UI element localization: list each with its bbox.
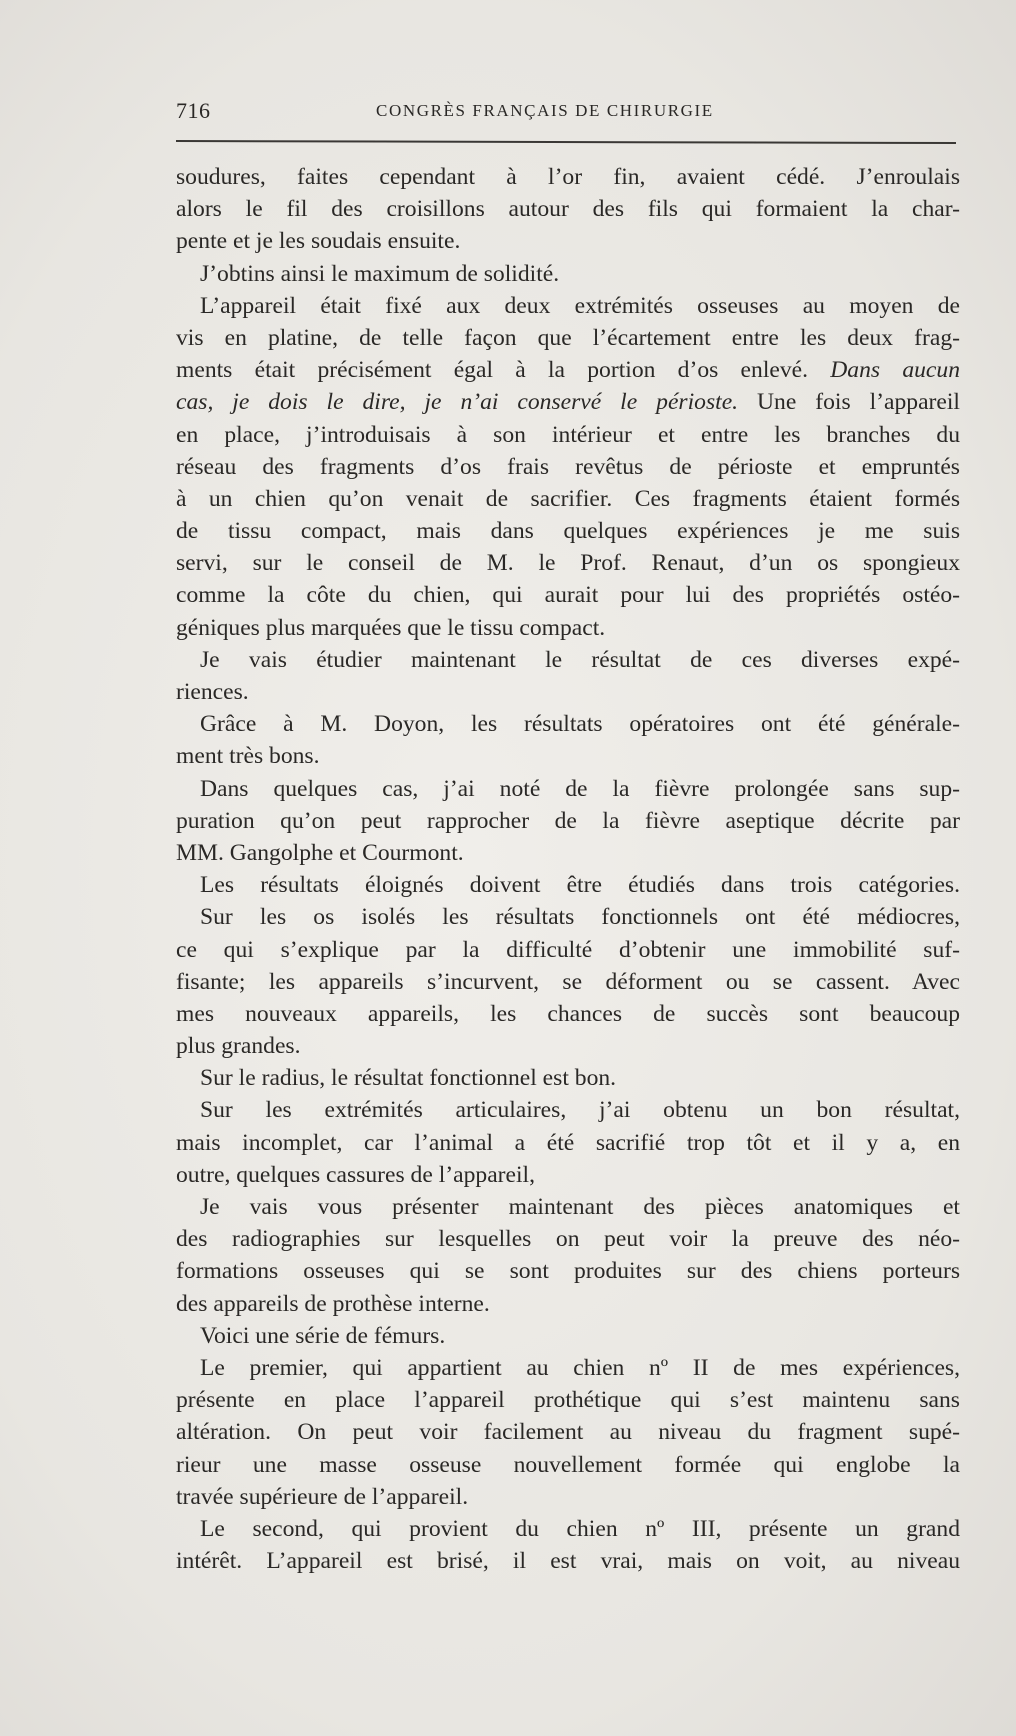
line-text: riences. (176, 679, 249, 705)
line-text: outre, quelques cassures de l’appareil, (176, 1161, 536, 1188)
text-line (176, 676, 960, 708)
text-line (176, 1223, 960, 1255)
line-text: Les résultats éloignés doivent être étudiés dans trois catégories. (200, 872, 960, 899)
body-text (176, 161, 960, 1577)
text-line (176, 161, 960, 193)
line-text: Dans quelques cas, j’ai noté de la fièvre prolongée sans sup- (200, 775, 960, 802)
italic-text: cas, je dois le dire, je n’ai conservé le périoste. (176, 389, 739, 416)
line-text: géniques plus marquées que le tissu compact. (176, 614, 606, 641)
text-line (176, 547, 960, 579)
line-text: Voici une série de fémurs. (200, 1322, 446, 1349)
text-line (176, 322, 960, 354)
text-line (176, 1030, 960, 1062)
text-line (176, 869, 960, 901)
text-line (176, 837, 960, 869)
text-line (176, 1191, 960, 1223)
line-text: ments était précisément égal à la portion d’os enlevé. (176, 357, 831, 384)
text-line (176, 1159, 960, 1191)
line-text: comme la côte du chien, qui aurait pour lui des propriétés ostéo- (176, 582, 960, 609)
line-text: J’obtins ainsi le maximum de solidité. (200, 260, 560, 287)
text-line (176, 483, 960, 515)
text-line (176, 998, 960, 1030)
line-text: intérêt. L’appareil est brisé, il est vrai, mais on voit, au niveau (176, 1548, 960, 1575)
text-line (176, 1352, 960, 1384)
line-text: présente en place l’appareil prothétique qui s’est maintenu sans (176, 1387, 960, 1414)
line-text: de tissu compact, mais dans quelques expériences je me suis (176, 518, 960, 545)
text-line (176, 1255, 960, 1287)
line-text: altération. On peut voir facilement au niveau du fragment supé- (176, 1419, 960, 1446)
line-text: Une fois l’appareil (738, 389, 960, 416)
line-text: puration qu’on peut rapprocher de la fièvre aseptique décrite par (176, 807, 960, 834)
line-text: servi, sur le conseil de M. le Prof. Renaut, d’un os spongieux (176, 550, 960, 577)
text-line (176, 1288, 960, 1320)
text-line (176, 419, 960, 451)
text-line (176, 354, 960, 386)
text-line (176, 644, 960, 676)
line-text: pente et je les soudais ensuite. (176, 228, 461, 255)
line-text: travée supérieure de l’appareil. (176, 1483, 469, 1510)
line-text: formations osseuses qui se sont produites sur des chiens porteurs (176, 1258, 960, 1285)
text-line (176, 740, 960, 772)
text-line (176, 805, 960, 837)
line-text: en place, j’introduisais à son intérieur et entre les branches du (176, 421, 960, 448)
page-header (176, 98, 954, 128)
text-line (176, 225, 960, 257)
text-line (176, 1320, 960, 1352)
line-text: ce qui s’explique par la difficulté d’obtenir une immobilité suf- (176, 936, 960, 963)
running-title: CONGRÈS FRANÇAIS DE CHIRURGIE (376, 101, 714, 120)
line-text: Sur le radius, le résultat fonctionnel est bon. (200, 1065, 617, 1092)
text-line (176, 966, 960, 998)
line-text: Grâce à M. Doyon, les résultats opératoires ont été générale- (200, 711, 960, 738)
line-text: alors le fil des croisillons autour des fils qui formaient la char- (176, 196, 960, 223)
text-line (176, 386, 960, 418)
line-text: Le premier, qui appartient au chien nº II de mes expériences, (200, 1354, 960, 1381)
line-text: soudures, faites cependant à l’or fin, avaient cédé. J’enroulais (176, 164, 960, 190)
line-text: ment très bons. (176, 743, 320, 770)
line-text: Je vais étudier maintenant le résultat de ces diverses expé- (200, 646, 960, 673)
text-line (176, 258, 960, 290)
text-line (176, 193, 960, 225)
text-line (176, 1513, 960, 1545)
line-text: fisante; les appareils s’incurvent, se déforment ou se cassent. Avec (176, 968, 960, 995)
italic-text: Dans aucun (830, 357, 960, 384)
text-line (176, 1545, 960, 1577)
text-line (176, 579, 960, 611)
line-text: vis en platine, de telle façon que l’écartement entre les deux frag- (176, 324, 960, 351)
text-line (176, 1062, 960, 1094)
text-line (176, 1449, 960, 1481)
line-text: mais incomplet, car l’animal a été sacrifié trop tôt et il y a, en (176, 1129, 960, 1156)
line-text: des appareils de prothèse interne. (176, 1290, 490, 1317)
text-line (176, 515, 960, 547)
text-line (176, 290, 960, 322)
page-number: 716 (176, 98, 211, 123)
text-line (176, 1127, 960, 1159)
line-text: Je vais vous présenter maintenant des pièces anatomiques et (200, 1194, 960, 1220)
line-text: MM. Gangolphe et Courmont. (176, 839, 464, 866)
text-line (176, 1094, 960, 1126)
text-line (176, 1384, 960, 1416)
line-text: plus grandes. (176, 1033, 301, 1060)
text-line (176, 612, 960, 644)
text-line (176, 901, 960, 933)
text-line (176, 1416, 960, 1448)
text-line (176, 708, 960, 740)
text-line (176, 773, 960, 805)
line-text: Sur les extrémités articulaires, j’ai obtenu un bon résultat, (200, 1097, 960, 1124)
line-text: rieur une masse osseuse nouvellement formée qui englobe la (176, 1451, 960, 1478)
line-text: mes nouveaux appareils, les chances de succès sont beaucoup (176, 1000, 960, 1027)
header-rule (176, 140, 956, 144)
line-text: réseau des fragments d’os frais revêtus de périoste et empruntés (176, 453, 960, 480)
text-line (176, 1481, 960, 1513)
line-text: L’appareil était fixé aux deux extrémités osseuses au moyen de (200, 292, 960, 319)
text-line (176, 934, 960, 966)
line-text: Le second, qui provient du chien nº III, présente un grand (200, 1515, 960, 1542)
text-line (176, 451, 960, 483)
line-text: des radiographies sur lesquelles on peut voir la preuve des néo- (176, 1226, 960, 1253)
line-text: Sur les os isolés les résultats fonctionnels ont été médiocres, (200, 904, 960, 931)
line-text: à un chien qu’on venait de sacrifier. Ces fragments étaient formés (176, 485, 960, 512)
